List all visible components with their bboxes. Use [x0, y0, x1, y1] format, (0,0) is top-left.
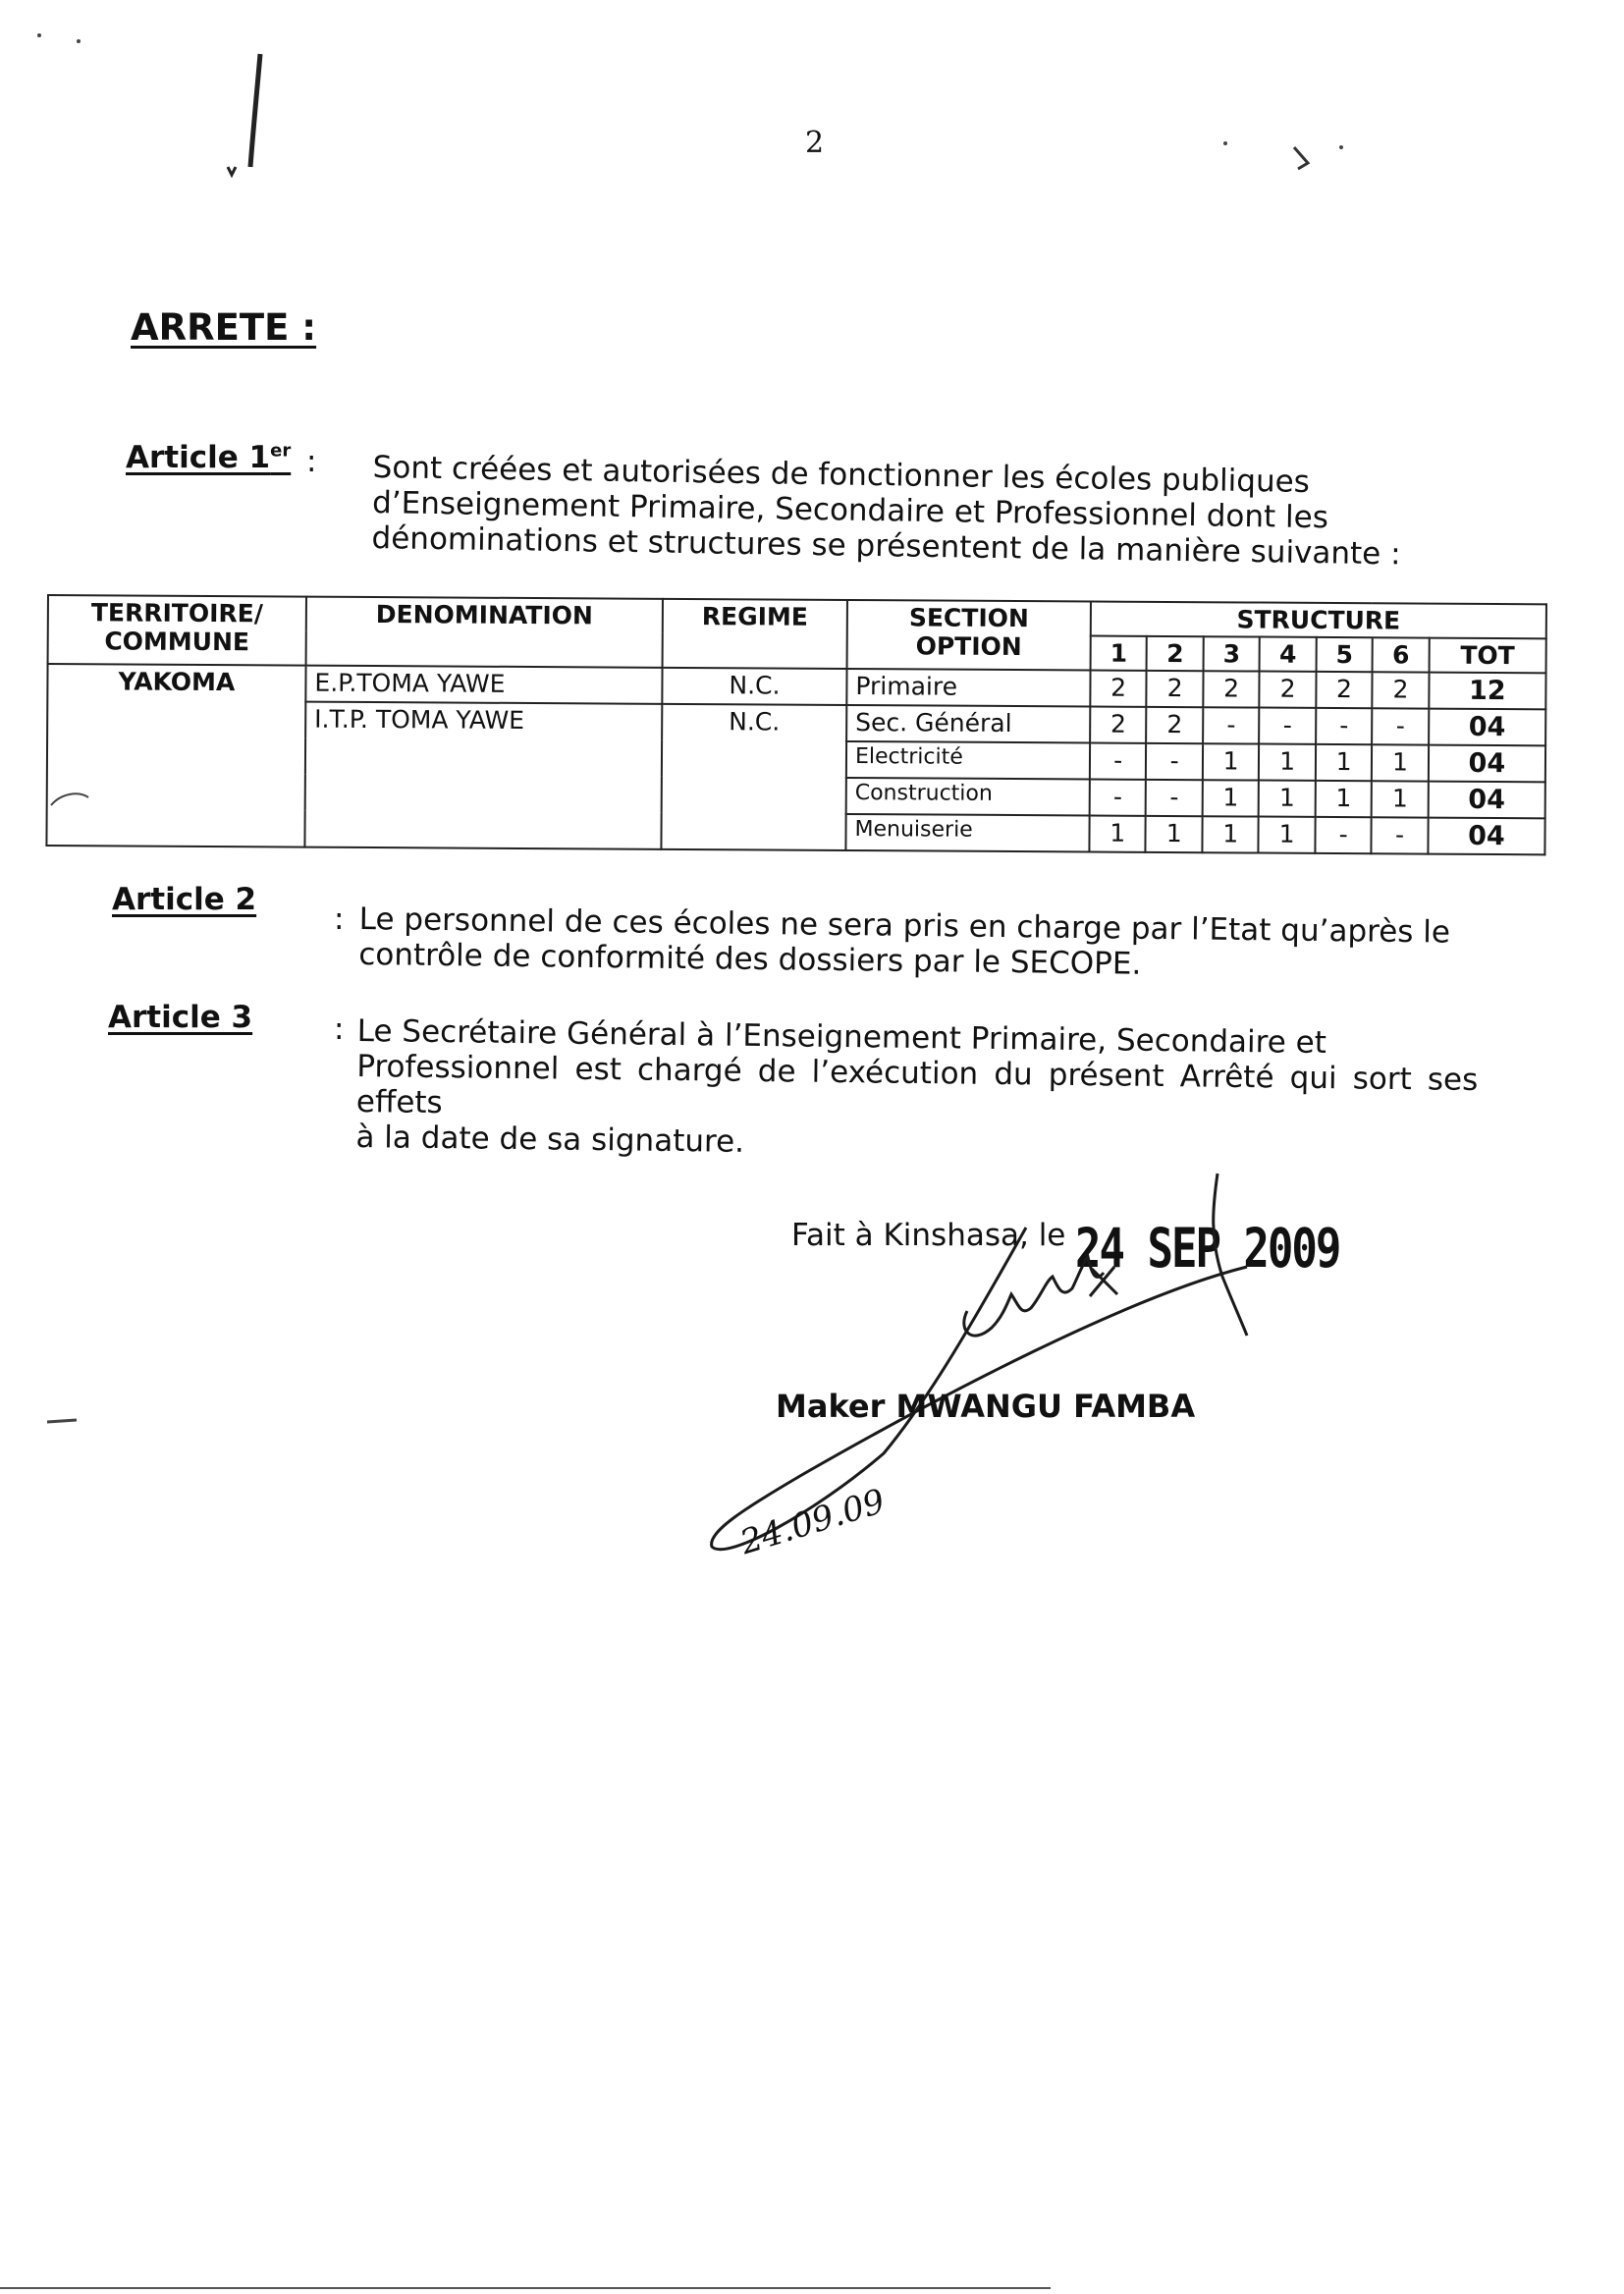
level-cell: - — [1146, 743, 1203, 780]
article-2-colon: : — [334, 901, 345, 937]
header-level-2: 2 — [1147, 636, 1204, 671]
level-cell: 1 — [1372, 781, 1429, 817]
header-territoire-line-2: COMMUNE — [104, 627, 250, 657]
level-cell: 2 — [1373, 672, 1430, 708]
article-2-line-2: contrôle de conformité des dossiers par le SECOPE. — [358, 936, 1142, 982]
level-cell: 1 — [1203, 780, 1260, 816]
total-cell: 04 — [1429, 709, 1545, 746]
total-cell: 04 — [1429, 745, 1545, 783]
header-regime: REGIME — [663, 599, 847, 669]
header-level-5: 5 — [1316, 637, 1373, 672]
territoire-cell: YAKOMA — [46, 664, 305, 847]
level-cell: 2 — [1090, 706, 1147, 742]
level-cell: 1 — [1259, 817, 1316, 853]
level-cell: 1 — [1259, 781, 1316, 817]
level-cell: 1 — [1089, 815, 1146, 851]
article-1-line-1: Sont créées et autorisées de fonctionner les écoles publiques — [372, 450, 1311, 500]
level-cell: 1 — [1259, 744, 1316, 781]
level-cell: - — [1146, 780, 1203, 816]
level-cell: 2 — [1090, 670, 1147, 706]
level-cell: - — [1316, 708, 1373, 744]
level-cell: - — [1315, 817, 1372, 853]
article-2-line-1: Le personnel de ces écoles ne sera pris en charge par l’Etat qu’après le — [358, 901, 1451, 951]
header-territoire-line-1: TERRITOIRE/ — [90, 598, 263, 628]
level-cell: 1 — [1372, 744, 1429, 781]
header-tot: TOT — [1429, 638, 1545, 674]
handwritten-date: 24.09.09 — [735, 1481, 890, 1563]
level-cell: 2 — [1147, 671, 1204, 707]
article-2-label: Article 2 — [112, 882, 257, 917]
article-3-colon: : — [334, 1011, 345, 1047]
article-3-line-2: Professionnel est chargé de l’exécution du présent Arrêté qui sort ses effets — [355, 1048, 1479, 1121]
article-1-superscript: er — [270, 440, 292, 462]
section-cell: Menuiserie — [845, 814, 1089, 852]
section-cell: Primaire — [846, 669, 1090, 707]
stamped-date: 24 SEP 2009 — [1075, 1218, 1340, 1281]
level-cell: - — [1090, 779, 1147, 815]
level-cell: 1 — [1202, 816, 1259, 852]
header-section-line-1: SECTION — [908, 603, 1029, 633]
total-cell: 04 — [1428, 782, 1544, 819]
level-cell: - — [1203, 707, 1260, 743]
header-level-4: 4 — [1260, 637, 1317, 672]
level-cell: 2 — [1203, 671, 1260, 707]
level-cell: 2 — [1316, 672, 1373, 708]
header-level-6: 6 — [1373, 637, 1430, 672]
denomination-cell: I.T.P. TOMA YAWE — [304, 702, 662, 849]
header-denomination: DENOMINATION — [306, 597, 663, 668]
header-section-line-2: OPTION — [915, 631, 1022, 662]
section-cell: Electricité — [846, 741, 1090, 780]
article-1-line-3: dénominations et structures se présentent de la manière suivante : — [371, 519, 1401, 573]
article-3-label: Article 3 — [108, 1000, 253, 1035]
total-cell: 12 — [1429, 673, 1545, 710]
level-cell: - — [1090, 742, 1147, 779]
decree-heading: ARRETE : — [131, 306, 317, 349]
level-cell: 2 — [1147, 707, 1204, 743]
section-cell: Construction — [846, 778, 1090, 816]
level-cell: - — [1372, 817, 1429, 853]
header-level-3: 3 — [1203, 636, 1260, 671]
article-1-line-2: d’Enseignement Primaire, Secondaire et Professionnel dont les — [371, 484, 1329, 536]
regime-cell: N.C. — [661, 704, 846, 850]
header-structure: STRUCTURE — [1091, 601, 1546, 638]
level-cell: - — [1372, 708, 1429, 744]
place-date-line: Fait à Kinshasa, le — [791, 1218, 1066, 1253]
regime-cell: N.C. — [662, 668, 846, 705]
page-number: 2 — [805, 126, 825, 160]
level-cell: 1 — [1316, 744, 1373, 781]
article-3-line-3: à la date de sa signature. — [355, 1119, 745, 1160]
article-3-line-1: Le Secrétaire Général à l’Enseignement Primaire, Secondaire et — [356, 1013, 1327, 1062]
article-1-label-text: Article 1 — [126, 440, 271, 475]
total-cell: 04 — [1428, 818, 1544, 855]
denomination-cell: E.P.TOMA YAWE — [305, 666, 662, 704]
section-cell: Sec. Général — [846, 705, 1090, 743]
level-cell: 1 — [1146, 816, 1203, 852]
level-cell: 2 — [1260, 672, 1317, 708]
level-cell: 1 — [1203, 743, 1260, 780]
signatory-name: Maker MWANGU FAMBA — [776, 1388, 1196, 1425]
level-cell: - — [1259, 708, 1316, 744]
level-cell: 1 — [1316, 781, 1373, 817]
header-level-1: 1 — [1091, 635, 1148, 670]
article-1-colon: : — [306, 444, 317, 479]
